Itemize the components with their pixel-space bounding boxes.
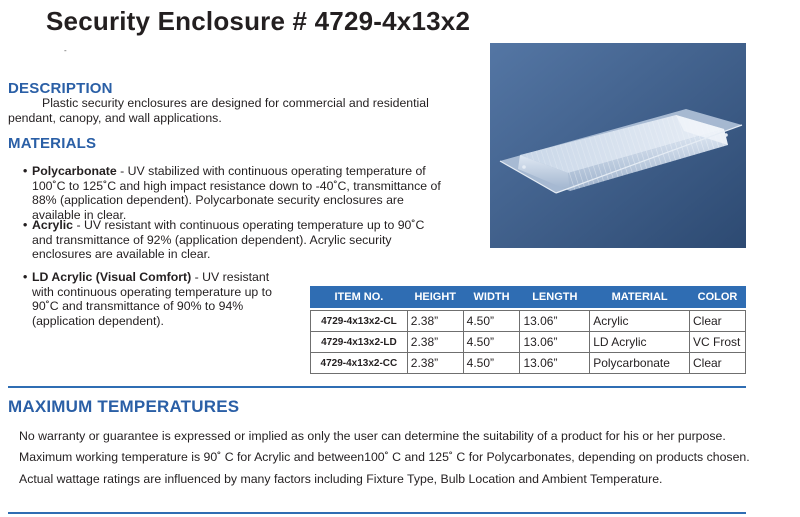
cell-width: 4.50”	[463, 332, 520, 353]
material-text: - UV resistant with continuous operating temperature up to 90˚C and transmittance of 92% (application dependent). Acrylic security enclosures are available in clear.	[32, 218, 425, 261]
description-body: Plastic security enclosures are designed for commercial and residential pendant, canopy, and wall applications.	[8, 96, 429, 125]
col-header-length: LENGTH	[520, 287, 590, 308]
cell-width: 4.50”	[463, 353, 520, 374]
stray-mark: -	[64, 46, 67, 55]
material-item-ld-acrylic	[23, 270, 278, 328]
cell-color: Clear	[690, 353, 746, 374]
temps-line-warranty: No warranty or guarantee is expressed or implied as only the user can determine the suitability of a product for his or her purpose.	[19, 429, 726, 443]
table-row	[311, 353, 746, 374]
section-divider	[8, 386, 746, 388]
material-name: LD Acrylic (Visual Comfort)	[32, 270, 192, 284]
cell-height: 2.38”	[407, 311, 463, 332]
materials-heading: MATERIALS	[8, 135, 97, 152]
enclosure-image	[490, 43, 746, 248]
temps-line-wattage: Actual wattage ratings are influenced by many factors including Fixture Type, Bulb Location and Ambient Temperature.	[19, 472, 663, 486]
col-header-item: ITEM NO.	[311, 287, 408, 308]
material-text: - UV stabilized with continuous operating temperature of 100˚C to 125˚C and high impact resistance down to -40˚C, transmittance of 88% (application dependent). Polycarbonate security enclosures are available in clear.	[32, 164, 441, 222]
max-temps-heading: MAXIMUM TEMPERATURES	[8, 397, 240, 416]
description-heading: DESCRIPTION	[8, 80, 113, 97]
material-item-polycarbonate	[23, 164, 452, 222]
cell-color: Clear	[690, 311, 746, 332]
cell-item-no: 4729-4x13x2-CC	[311, 353, 408, 374]
bottom-divider	[8, 512, 746, 514]
table-header-row	[311, 287, 746, 308]
cell-length: 13.06”	[520, 353, 590, 374]
cell-width: 4.50”	[463, 311, 520, 332]
description-text	[8, 96, 468, 125]
cell-item-no: 4729-4x13x2-LD	[311, 332, 408, 353]
cell-material: LD Acrylic	[590, 332, 690, 353]
material-item-acrylic	[23, 218, 432, 262]
page-title: Security Enclosure # 4729-4x13x2	[46, 6, 471, 36]
col-header-material: MATERIAL	[590, 287, 690, 308]
cell-height: 2.38”	[407, 353, 463, 374]
cell-material: Polycarbonate	[590, 353, 690, 374]
material-text: - UV resistant with continuous operating temperature up to 90˚C and transmittance of 90% to 94% (application dependent).	[32, 270, 272, 328]
product-photo	[490, 43, 746, 248]
cell-material: Acrylic	[590, 311, 690, 332]
cell-height: 2.38”	[407, 332, 463, 353]
temps-line-max-working: Maximum working temperature is 90˚ C for Acrylic and between100˚ C and 125˚ C for Polycarbonates, depending on products chosen.	[19, 450, 750, 464]
col-header-height: HEIGHT	[407, 287, 463, 308]
bullet-icon: •	[23, 164, 28, 178]
cell-length: 13.06”	[520, 311, 590, 332]
cell-length: 13.06”	[520, 332, 590, 353]
cell-color: VC Frost	[690, 332, 746, 353]
col-header-width: WIDTH	[463, 287, 520, 308]
material-name: Polycarbonate	[32, 164, 117, 178]
table-row	[311, 311, 746, 332]
table-row	[311, 332, 746, 353]
material-name: Acrylic	[32, 218, 74, 232]
cell-item-no: 4729-4x13x2-CL	[311, 311, 408, 332]
bullet-icon: •	[23, 270, 28, 284]
bullet-icon: •	[23, 218, 28, 232]
spec-table	[310, 286, 746, 374]
col-header-color: COLOR	[690, 287, 746, 308]
